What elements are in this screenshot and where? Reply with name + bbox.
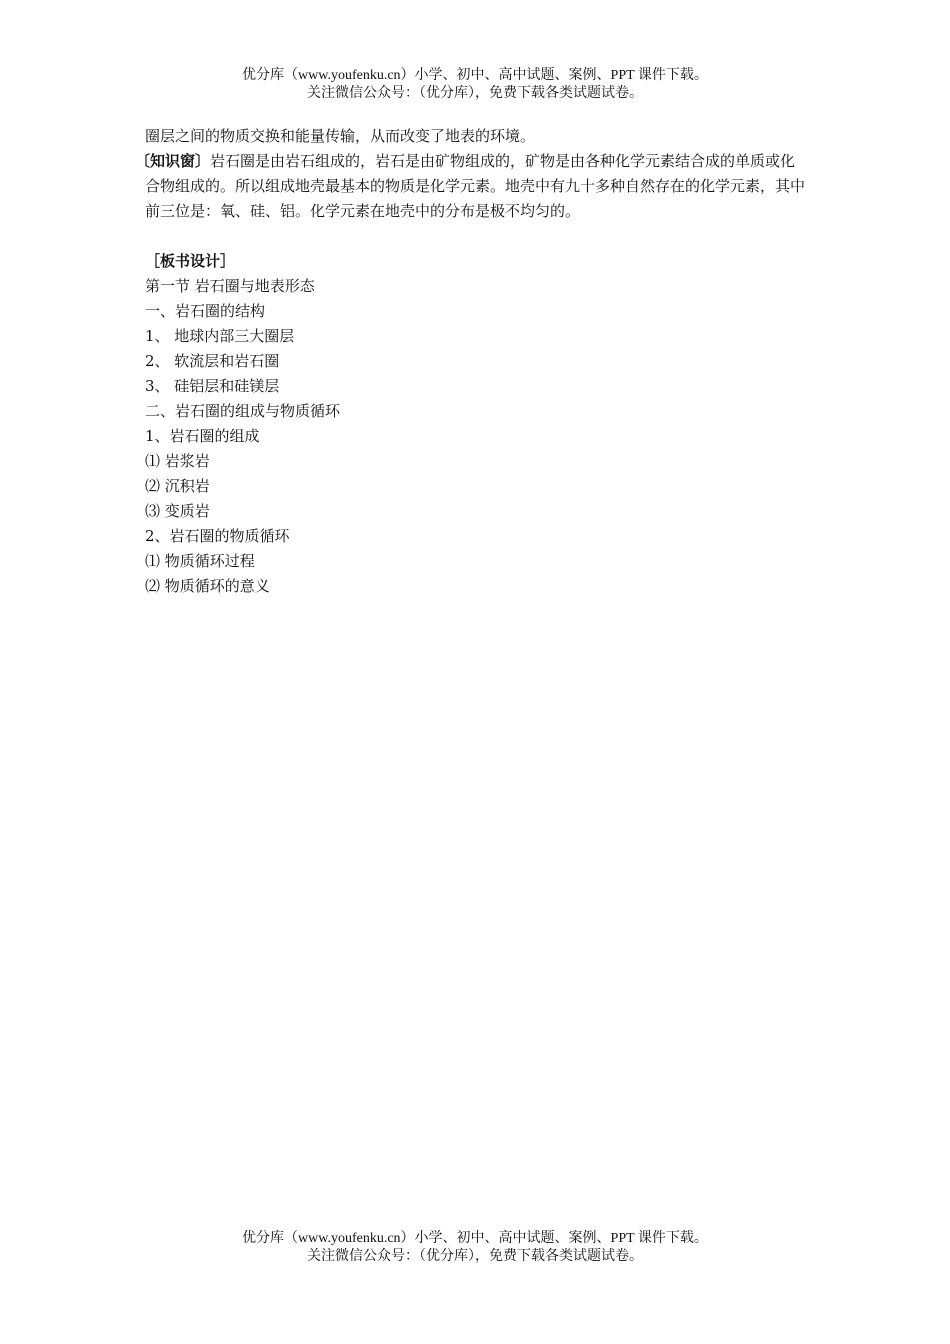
knowledge-window-paragraph: [135, 149, 810, 224]
outline-item: 1、岩石圈的组成: [145, 427, 260, 445]
knowledge-window-text: 岩石圈是由岩石组成的，岩石是由矿物组成的，矿物是由各种化学元素结合成的单质或化合物组成的。所以组成地壳最基本的物质是化学元素。地壳中有九十多种自然存在的化学元素，其中前三位是：氧、硅、铝。化学元素在地壳中的分布是极不均匀的。: [145, 152, 806, 220]
outline-item: 2、 软流层和岩石圈: [145, 352, 280, 370]
outline-item: 2、岩石圈的物质循环: [145, 527, 290, 545]
outline-heading: 二、岩石圈的组成与物质循环: [145, 402, 341, 420]
page-header: [0, 67, 950, 103]
footer-line-1: 优分库（www.youfenku.cn）小学、初中、高中试题、案例、PPT 课件下载。: [242, 1231, 708, 1246]
outline-subitem: ⑴ 物质循环过程: [145, 552, 255, 570]
page-footer: [0, 1230, 950, 1266]
outline-subitem: ⑴ 岩浆岩: [145, 452, 210, 470]
board-design-title: ［板书设计］: [145, 252, 236, 270]
outline-subitem: ⑵ 沉积岩: [145, 477, 210, 495]
outline-item: 3、 硅铝层和硅镁层: [145, 377, 280, 395]
outline-section-title: 第一节 岩石圈与地表形态: [145, 277, 315, 295]
header-line-1: 优分库（www.youfenku.cn）小学、初中、高中试题、案例、PPT 课件下载。: [242, 68, 708, 83]
header-line-2: 关注微信公众号：（优分库），免费下载各类试题试卷。: [307, 86, 643, 101]
outline-subitem: ⑵ 物质循环的意义: [145, 577, 270, 595]
outline-heading: 一、岩石圈的结构: [145, 302, 266, 320]
knowledge-window-label: 〔知识窗〕: [135, 152, 211, 170]
continuation-paragraph: 圈层之间的物质交换和能量传输，从而改变了地表的环境。: [145, 127, 536, 145]
outline-item: 1、 地球内部三大圈层: [145, 327, 295, 345]
board-design-outline: [145, 274, 810, 599]
outline-subitem: ⑶ 变质岩: [145, 502, 210, 520]
footer-line-2: 关注微信公众号：（优分库），免费下载各类试题试卷。: [307, 1249, 643, 1264]
